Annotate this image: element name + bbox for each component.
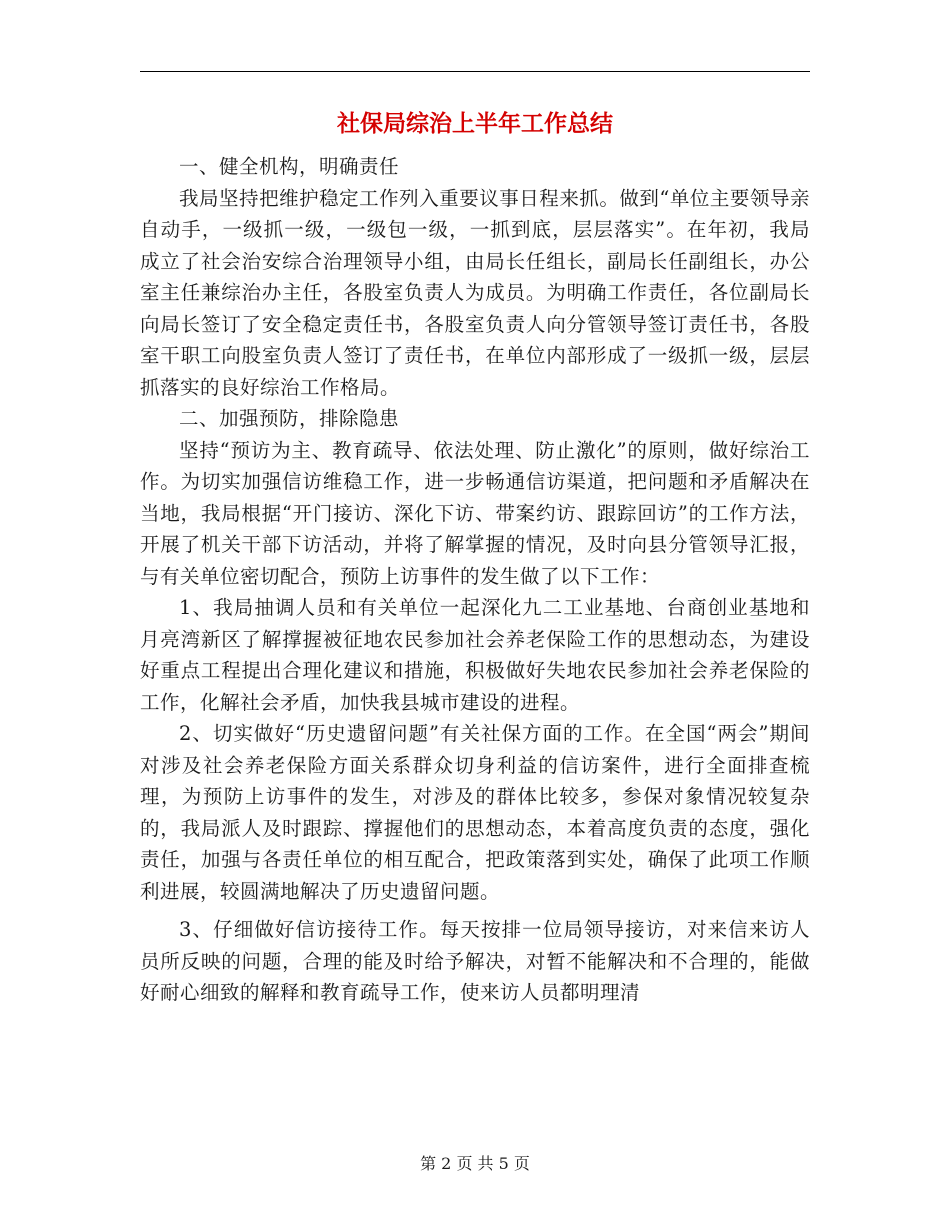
header-rule [140, 71, 810, 72]
section-heading-1: 一、健全机构，明确责任 [179, 155, 400, 178]
paragraph-2: 坚持“预访为主、教育疏导、依法处理、防止激化”的原则，做好综治工作。为切实加强信访维稳工作，进一步畅通信访渠道，把问题和矛盾解决在当地，我局根据“开门接访、深化下访、带案约访、跟踪回访”的工作方法，开展了机关干部下访活动，并将了解掌握的情况，及时向县分管领导汇报，与有关单位密切配合，预防上访事件的发生做了以下工作： [140, 438, 810, 588]
list-item-3: 3、仔细做好信访接待工作。每天按排一位局领导接访，对来信来访人员所反映的问题，合理的能及时给予解决，对暂不能解决和不合理的，能做好耐心细致的解释和教育疏导工作，使来访人员都明理清 [140, 918, 810, 1004]
list-item-2: 2、切实做好“历史遗留问题”有关社保方面的工作。在全国“两会”期间对涉及社会养老保险方面关系群众切身利益的信访案件，进行全面排查梳理，为预防上访事件的发生，对涉及的群体比较多，参保对象情况较复杂的，我局派人及时跟踪、撑握他们的思想动态，本着高度负责的态度，强化责任，加强与各责任单位的相互配合，把政策落到实处，确保了此项工作顺利进展，较圆满地解决了历史遗留问题。 [140, 722, 810, 903]
document-title: 社保局综治上半年工作总结 [337, 111, 613, 137]
section-heading-2: 二、加强预防，排除隐患 [179, 407, 400, 430]
paragraph-1: 我局坚持把维护稳定工作列入重要议事日程来抓。做到“单位主要领导亲自动手，一级抓一级，一级包一级，一抓到底，层层落实”。在年初，我局成立了社会治安综合治理领导小组，由局长任组长，副局长任副组长，办公室主任兼综治办主任，各股室负责人为成员。为明确工作责任，各位副局长向局长签订了安全稳定责任书，各股室负责人向分管领导签订责任书，各股室干职工向股室负责人签订了责任书，在单位内部形成了一级抓一级，层层抓落实的良好综治工作格局。 [140, 186, 810, 399]
list-item-1: 1、我局抽调人员和有关单位一起深化九二工业基地、台商创业基地和月亮湾新区了解撑握被征地农民参加社会养老保险工作的思想动态，为建设好重点工程提出合理化建议和措施，积极做好失地农民参加社会养老保险的工作，化解社会矛盾，加快我县城市建设的进程。 [140, 596, 810, 714]
page-number-footer: 第 2 页 共 5 页 [420, 1154, 530, 1173]
document-body [140, 151, 810, 1009]
